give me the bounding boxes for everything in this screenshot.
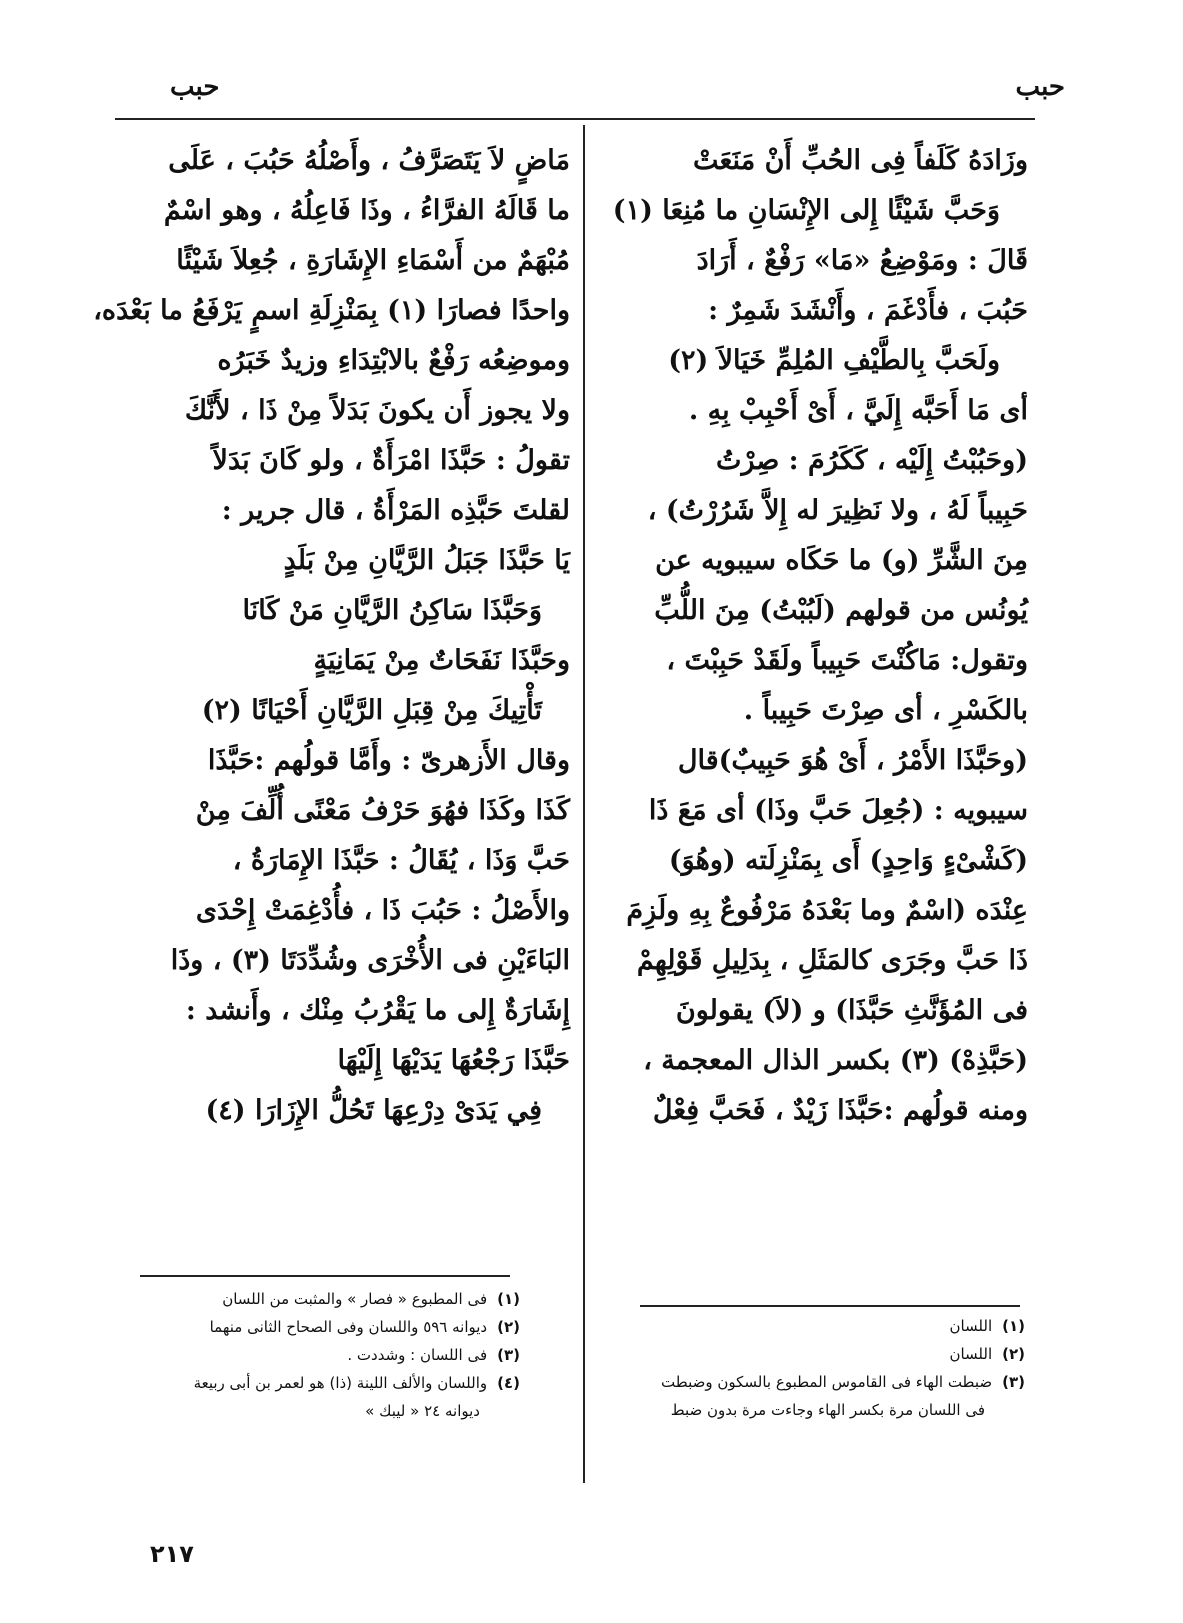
text-line: (كَشْىْءٍ وَاحِدٍ) أَى بِمَنْزِلَته (وهُوَ) [668, 845, 1028, 876]
verse-line: حَبَّذَا رَجْعُهَا يَدَيْهَا إِلَيْهَا [337, 1045, 570, 1076]
footnote: (٤)واللسان والألف اللينة (ذا) هو لعمر بن أبى ربيعة [193, 1374, 520, 1392]
footnote-rule-right [640, 1305, 1020, 1307]
text-line: كَذَا وكَذَا فهُوَ حَرْفُ مَعْنًى أُلِّفَ مِنْ [195, 795, 570, 826]
footnote-rule-left [140, 1275, 510, 1277]
verse-line: فِي يَدَىْ دِرْعِهَا تَحُلُّ الإِزَارَا (٤) [205, 1095, 542, 1126]
text-line: تقولُ : حَبَّذَا امْرَأَةٌ ، ولو كَانَ بَدَلاً [212, 445, 570, 476]
verse-line: وحَبَّذَا نَفَحَاتٌ مِنْ يَمَانِيَةٍ [313, 645, 570, 676]
text-line: وتقول: مَاكُنْتَ حَبِيباً ولَقَدْ حَبِبْتَ ، [666, 645, 1028, 676]
running-header-right: حبب [1015, 72, 1065, 102]
verse-line: ولَحَبَّ بِالطَّيْفِ المُلِمِّ خَيَالاَ (٢) [668, 345, 1000, 376]
text-line: فى المُؤَنَّثِ حَبَّذَا) و (لاَ) يقولونَ [675, 995, 1028, 1026]
left-column [93, 136, 570, 1136]
header-rule [115, 118, 1035, 120]
footnote: (٣)فى اللسان : وشددت . [347, 1346, 520, 1364]
verse-line: وَحَبَّذَا سَاكِنُ الرَّيَّانِ مَنْ كَانَا [242, 595, 542, 626]
text-line: ما قَالَهُ الفرَّاءُ ، وذَا فَاعِلُهُ ، وهو اسْمٌ [163, 195, 570, 226]
verse-line: يَا حَبَّذَا جَبَلُ الرَّيَّانِ مِنْ بَلَدٍ [283, 545, 570, 576]
right-column [612, 136, 1028, 1136]
text-line: أى مَا أَحَبَّه إِلَيَّ ، أَىْ أَحْبِبْ بِهِ . [688, 395, 1028, 426]
footnote: (٣)ضبطت الهاء فى القاموس المطبوع بالسكون وضبطت [661, 1373, 1025, 1391]
text-line: يُونُس من قولهم (لَبُبْتُ) مِنَ اللُّبِّ [654, 595, 1028, 626]
text-line: قَالَ : ومَوْضِعُ «مَا» رَفْعٌ ، أَرَادَ [696, 245, 1028, 276]
page-number: ٢١٧ [150, 1540, 194, 1568]
footnote: (١)اللسان [949, 1317, 1025, 1335]
text-line: البَاءَيْنِ فى الأُخْرَى وشُدِّدَتَا (٣) ، وذَا [170, 945, 570, 976]
text-line: (وحَبُبْتُ إِلَيْه ، كَكَرُمَ : صِرْتُ [716, 445, 1028, 476]
text-line: (وحَبَّذَا الأَمْرُ ، أَىْ هُوَ حَبِيبٌ)قال [677, 745, 1028, 776]
text-line: إِشَارَةٌ إِلى ما يَقْرُبُ مِنْك ، وأَنشد : [185, 995, 570, 1026]
text-line: ولا يجوز أَن يكونَ بَدَلاً مِنْ ذَا ، لأَنَّكَ [184, 395, 570, 426]
text-line: ومنه قولُهم :حَبَّذَا زَيْدٌ ، فَحَبَّ فِعْلٌ [652, 1095, 1028, 1126]
text-line: وموضِعُه رَفْعٌ بالابْتِدَاءِ وزيدٌ خَبَرُه [217, 345, 570, 376]
verse-line: وَحَبَّ شَيْئًا إِلى الإِنْسَانِ ما مُنِعَا (١) [612, 195, 1000, 226]
footnotes-left [100, 1285, 520, 1425]
text-line: (حَبَّذِهْ) (٣) بكسر الذال المعجمة ، [643, 1045, 1028, 1076]
column-divider [583, 125, 585, 1483]
text-line: عِنْدَه (اسْمٌ وما بَعْدَهُ مَرْفُوعٌ بِهِ ولَزِمَ [626, 895, 1028, 926]
running-header-left: حبب [170, 72, 220, 102]
text-line: وزَادَهُ كَلَفاً فِى الحُبِّ أَنْ مَنَعَتْ [693, 145, 1028, 176]
text-line: وقال الأَزهرىّ : وأَمَّا قولُهم :حَبَّذَا [207, 745, 570, 776]
footnote-continuation: ديوانه ٢٤ « ليبك » [365, 1402, 480, 1420]
text-line: حَبَّ وَذَا ، يُقَالُ : حَبَّذَا الإِمَارَةُ ، [232, 845, 570, 876]
text-line: بالكَسْرِ ، أى صِرْتَ حَبِيباً . [743, 695, 1028, 726]
text-line: سيبويه : (جُعِلَ حَبَّ وذَا) أى مَعَ ذَا [648, 795, 1028, 826]
footnote: (٢)ديوانه ٥٩٦ واللسان وفى الصحاح الثانى منهما [209, 1318, 520, 1336]
text-line: حَبُبَ ، فأَدْغَمَ ، وأَنْشَدَ شَمِرٌ : [708, 295, 1028, 326]
text-line: مِنَ الشَّرِّ (و) ما حَكَاه سيبويه عن [655, 545, 1028, 576]
text-line: واحدًا فصارَا (١) بِمَنْزِلَةِ اسمٍ يَرْفَعُ ما بَعْدَه، [93, 295, 570, 326]
footnote-continuation: فى اللسان مرة بكسر الهاء وجاءت مرة بدون ضبط [670, 1401, 985, 1419]
text-line: ذَا حَبَّ وجَرَى كالمَثَلِ ، بِدَلِيلِ قَوْلِهِمْ [636, 945, 1028, 976]
text-line: مَاضٍ لاَ يَتَصَرَّفُ ، وأَصْلُهُ حَبُبَ ، عَلَى [168, 145, 570, 176]
verse-line: تَأْتِيكَ مِنْ قِبَلِ الرَّيَّانِ أَحْيَانًا (٢) [201, 695, 542, 726]
footnote: (٢)اللسان [949, 1345, 1025, 1363]
footnotes-right [615, 1312, 1025, 1424]
text-line: لقلتَ حَبَّذِه المَرْأَةُ ، قال جرير : [221, 495, 570, 526]
text-line: والأَصْلُ : حَبُبَ ذَا ، فأُدْغِمَتْ إِحْدَى [195, 895, 570, 926]
text-line: حَبِيباً لَهُ ، ولا نَظِيرَ له إِلاَّ شَرُرْتُ) ، [647, 495, 1028, 526]
text-line: مُبْهَمٌ من أَسْمَاءِ الإِشَارَةِ ، جُعِلاَ شَيْئًا [176, 245, 570, 276]
footnote: (١)فى المطبوع « فصار » والمثبت من اللسان [222, 1290, 520, 1308]
